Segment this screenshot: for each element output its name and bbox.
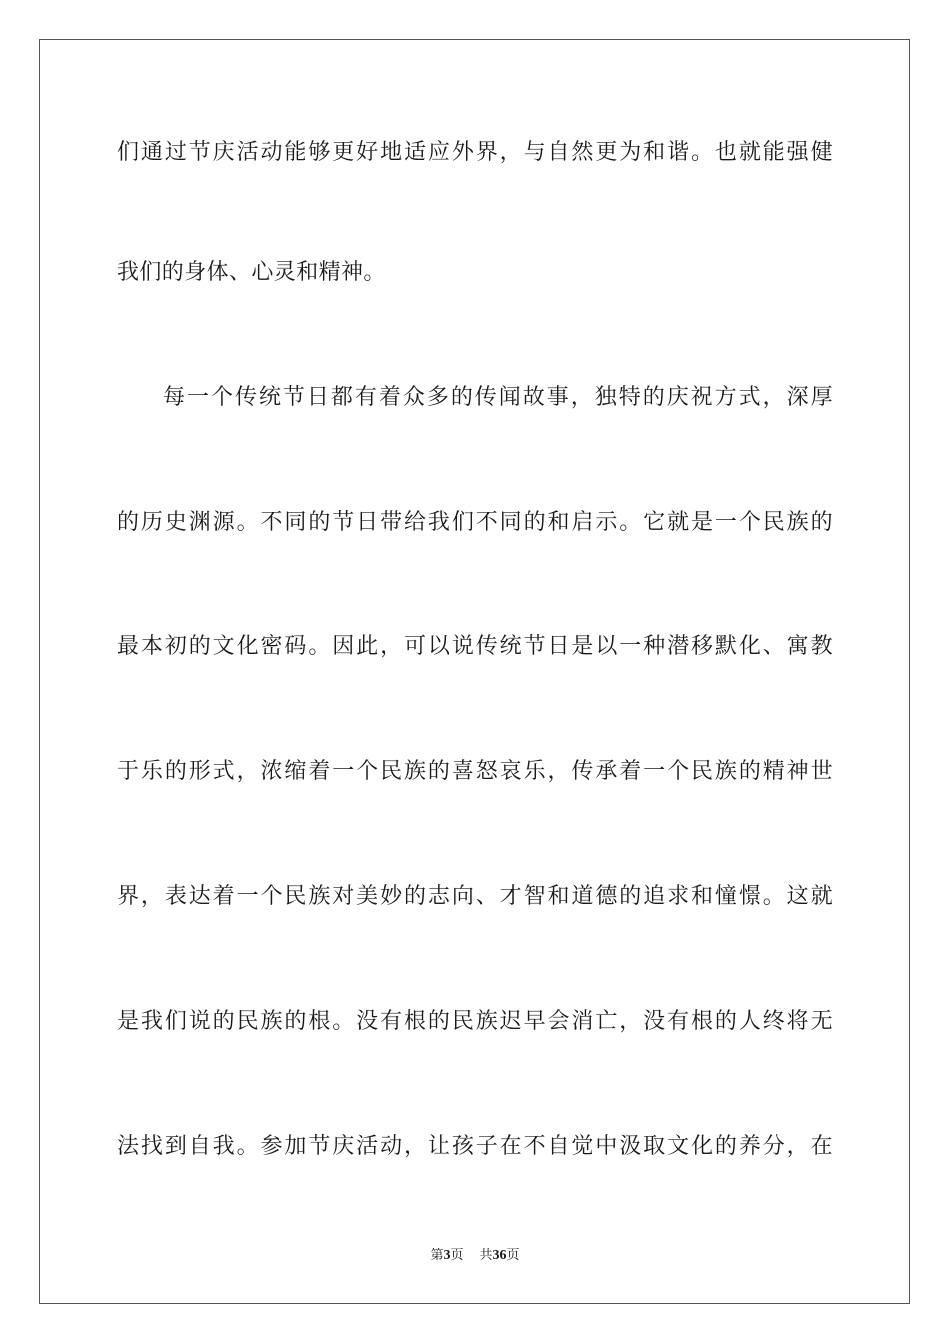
body-text-line: 法找到自我。参加节庆活动，让孩子在不自觉中汲取文化的养分，在: [117, 1134, 833, 1159]
body-text-line: 于乐的形式，浓缩着一个民族的喜怒哀乐，传承着一个民族的精神世: [117, 759, 833, 784]
body-text-line: 们通过节庆活动能够更好地适应外界，与自然更为和谐。也就能强健: [117, 140, 833, 165]
body-text-line: 是我们说的民族的根。没有根的民族迟早会消亡，没有根的人终将无: [117, 1009, 833, 1034]
body-text-line: 界，表达着一个民族对美妙的志向、才智和道德的追求和憧憬。这就: [117, 884, 833, 909]
page-border: [39, 39, 910, 1304]
body-text-line: 最本初的文化密码。因此，可以说传统节日是以一种潜移默化、寓教: [117, 634, 833, 659]
page-footer: [0, 1248, 950, 1264]
page-suffix: 页: [450, 1248, 464, 1263]
body-text-line: 每一个传统节日都有着众多的传闻故事，独特的庆祝方式，深厚: [163, 385, 833, 410]
body-text-line: 我们的身体、心灵和精神。: [117, 260, 386, 285]
page-prefix: 第: [430, 1248, 444, 1263]
body-text-line: 的历史渊源。不同的节日带给我们不同的和启示。它就是一个民族的: [117, 510, 833, 535]
page-number: 3: [443, 1248, 451, 1263]
total-prefix: 共: [479, 1248, 493, 1263]
total-pages: 36: [492, 1248, 507, 1263]
total-suffix: 页: [506, 1248, 520, 1263]
